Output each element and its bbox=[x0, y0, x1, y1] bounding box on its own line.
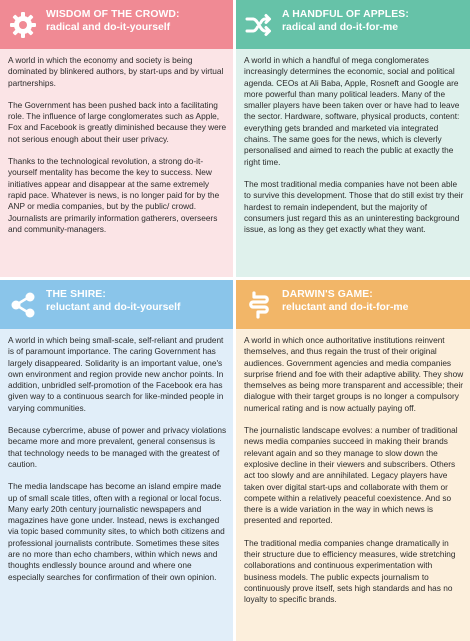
quadrant-wisdom-of-the-crowd bbox=[0, 0, 233, 277]
quadrant-subtitle: radical and do-it-yourself bbox=[46, 22, 171, 33]
quadrant-body bbox=[244, 335, 464, 617]
quadrant-darwins-game bbox=[236, 280, 470, 641]
paragraph: Thanks to the technological revolution, a strong do-it-yourself mentality has become the key to success. New initiatives appear and disappear at the same extremely rapid pace. Whatever is news, is no longer paid for by the ANP or media companies, but by the public/ crowd. Journalists are primarily information gatherers, overseers and community-managers. bbox=[8, 156, 220, 234]
paragraph: The traditional media companies change dramatically in their structure due to efficiency measures, wide stretching collaborations and continuous experimentation with business models. The public expects journalism to continuously prove itself, sets high standards and has no loyalty to specific brands. bbox=[244, 537, 456, 605]
quadrant-header bbox=[236, 0, 470, 49]
shuffle-icon bbox=[244, 10, 274, 40]
quadrant-body bbox=[8, 55, 227, 246]
quadrant-title: THE SHIRE: bbox=[46, 289, 106, 300]
quadrant-header bbox=[236, 280, 470, 329]
gear-icon bbox=[8, 10, 38, 40]
intestine-icon bbox=[244, 290, 274, 320]
quadrant-subtitle: reluctant and do-it-for-me bbox=[282, 302, 409, 313]
quadrant-header bbox=[0, 280, 233, 329]
paragraph: The media landscape has become an island empire made up of small scale titles, often with a regional or local focus. Many early 20th century journalistic newspapers and magazines have gone under. Instead, news is exchanged via topic based community sites, to which both citizens and professional journalists contribute. Sometimes these sites are no more than echo chambers, within which news and thoughts endlessly bounce around and where one especially searches for confirmation of their own opinion. bbox=[8, 481, 225, 582]
quadrant-body bbox=[244, 55, 464, 246]
quadrant-subtitle: radical and do-it-for-me bbox=[282, 22, 399, 33]
quadrant-title: WISDOM OF THE CROWD: bbox=[46, 9, 180, 20]
paragraph: A world in which once authoritative institutions reinvent themselves, and thus regain the trust of their original audiences. Government agencies and media companies surprise friend and foe with their adaptive ability. They show themselves as being more transparent and accessible; their dialogue with their target groups is no longer a compulsory numerical rating and is now actually paying off. bbox=[244, 335, 464, 413]
paragraph: A world in which a handful of mega conglomerates increasingly determines the economic, social and political agenda. CEOs at Ali Baba, Apple, Rosneft and Google are more powerful than many political leaders. Many of the smaller players have been taken over or have had to leave the sector. Hardware, software, physical products, content: everything gets branded and marketed via integrated chains. The same goes for the news, which is cleverly personalised and aimed to reach the public at exactly the right time. bbox=[244, 55, 460, 167]
paragraph: The journalistic landscape evolves: a number of traditional news media companies succeed in making their brands relevant again and so they manage to slow down the explosive decline in their viewers and subscribers. Others act too slowly and are annihilated. Legacy players have taken over digital start-ups and collaborate with them or compete within a relatively peaceful coexistence. And so there is a wide variation in the way in which news is presented and reported. bbox=[244, 425, 458, 526]
quadrant-subtitle: reluctant and do-it-yourself bbox=[46, 302, 181, 313]
quadrant-title: A HANDFUL OF APPLES: bbox=[282, 9, 409, 20]
paragraph: A world in which being small-scale, self-reliant and prudent is of paramount importance. The caring Government has largely disappeared. Solidarity is an important value, one's own environment and region provide new anchor points. In addition, unbridled self-promotion of the Facebook era has given way to a continuous search for like-minded people in varying communities. bbox=[8, 335, 224, 413]
paragraph: The most traditional media companies have not been able to survive this development. Those that do still exist try their hardest to remain independent, but the majority of consumers just regard this as an uninteresting background issue, as long as they get exactly what they want. bbox=[244, 178, 464, 235]
paragraph: Because cybercrime, abuse of power and privacy violations became more and more prevalent, general consensus is that technology needs to be managed with the greatest of caution. bbox=[8, 425, 227, 469]
quadrant-header bbox=[0, 0, 233, 49]
paragraph: A world in which the economy and society is being dominated by blinkered authors, by start-ups and by virtual partnerships. bbox=[8, 55, 224, 88]
quadrant-title: DARWIN'S GAME: bbox=[282, 289, 373, 300]
paragraph: The Government has been pushed back into a facilitating role. The influence of large conglomerates such as Apple, Fox and Facebook is greatly diminished because they were not serious enough about their user privacy. bbox=[8, 99, 227, 144]
quadrant-body bbox=[8, 335, 227, 594]
quadrant-handful-of-apples bbox=[236, 0, 470, 277]
quadrant-the-shire bbox=[0, 280, 233, 641]
share-icon bbox=[8, 290, 38, 320]
